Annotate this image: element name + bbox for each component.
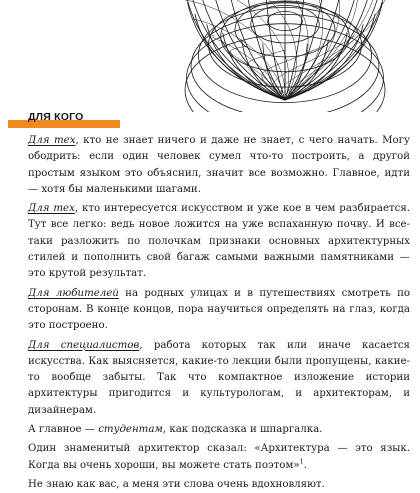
- article-body: [28, 133, 410, 493]
- paragraph-2: [28, 201, 410, 282]
- paragraph-5-prefix: А главное —: [28, 424, 99, 436]
- paragraph-4-text: , работа которых так или иначе касается искусства. Как выясняется, какие-то лекции были пропущены, какие-то вообще забыты. Так что компактное изложение истории архитектуры пригодится и культурологам, и архитекторам, и дизайнерам.: [28, 339, 410, 416]
- paragraph-2-text: , кто интересуется искусством и уже кое в чем разбирается. Тут все легко: ведь новое ложится на уже вспаханную почву. И все-таки разложить по полочкам признаки основных архитектурных стилей и пополнить свой багаж самыми важными памятниками — это крутой результат.: [28, 203, 411, 280]
- paragraph-6: [28, 441, 410, 474]
- paragraph-5: [28, 422, 410, 438]
- paragraph-1: [28, 133, 410, 198]
- paragraph-6-text: Один знаменитый архитектор сказал: «Архитектура — это язык. Когда вы очень хороши, вы можете стать поэтом»: [28, 443, 410, 471]
- paragraph-3: [28, 286, 410, 335]
- section-header: [0, 110, 420, 132]
- paragraph-1-text: , кто не знает ничего и даже не знает, с чего начать. Могу ободрить: если один человек сумел что-то построить, а другой простым языком это объяснил, значит все возможно. Главное, идти — хотя бы маленькими шагами.: [28, 135, 410, 195]
- paragraph-3-text: на родных улицах и в путешествиях смотреть по сторонам. В конце концов, пора научиться определять на глаз, когда это построено.: [28, 287, 410, 332]
- paragraph-4: [28, 338, 410, 419]
- paragraph-1-lead: Для тех: [28, 135, 76, 146]
- paragraph-2-lead: Для тех: [28, 203, 75, 215]
- footnote-mark[interactable]: 1: [299, 457, 304, 466]
- paragraph-6-suffix: .: [303, 459, 307, 471]
- wireframe-sphere-icon: [0, 0, 420, 112]
- paragraph-3-lead: Для любителей: [28, 287, 119, 299]
- paragraph-7: [28, 477, 410, 493]
- paragraph-7-text: Не знаю как вас, а меня эти слова очень вдохновляют.: [28, 478, 325, 490]
- section-title: ДЛЯ КОГО: [28, 111, 84, 123]
- paragraph-5-suffix: , как подсказка и шпаргалка.: [162, 424, 323, 436]
- paragraph-4-lead: Для специалистов: [28, 339, 140, 351]
- paragraph-5-emphasis: студентам: [98, 424, 163, 436]
